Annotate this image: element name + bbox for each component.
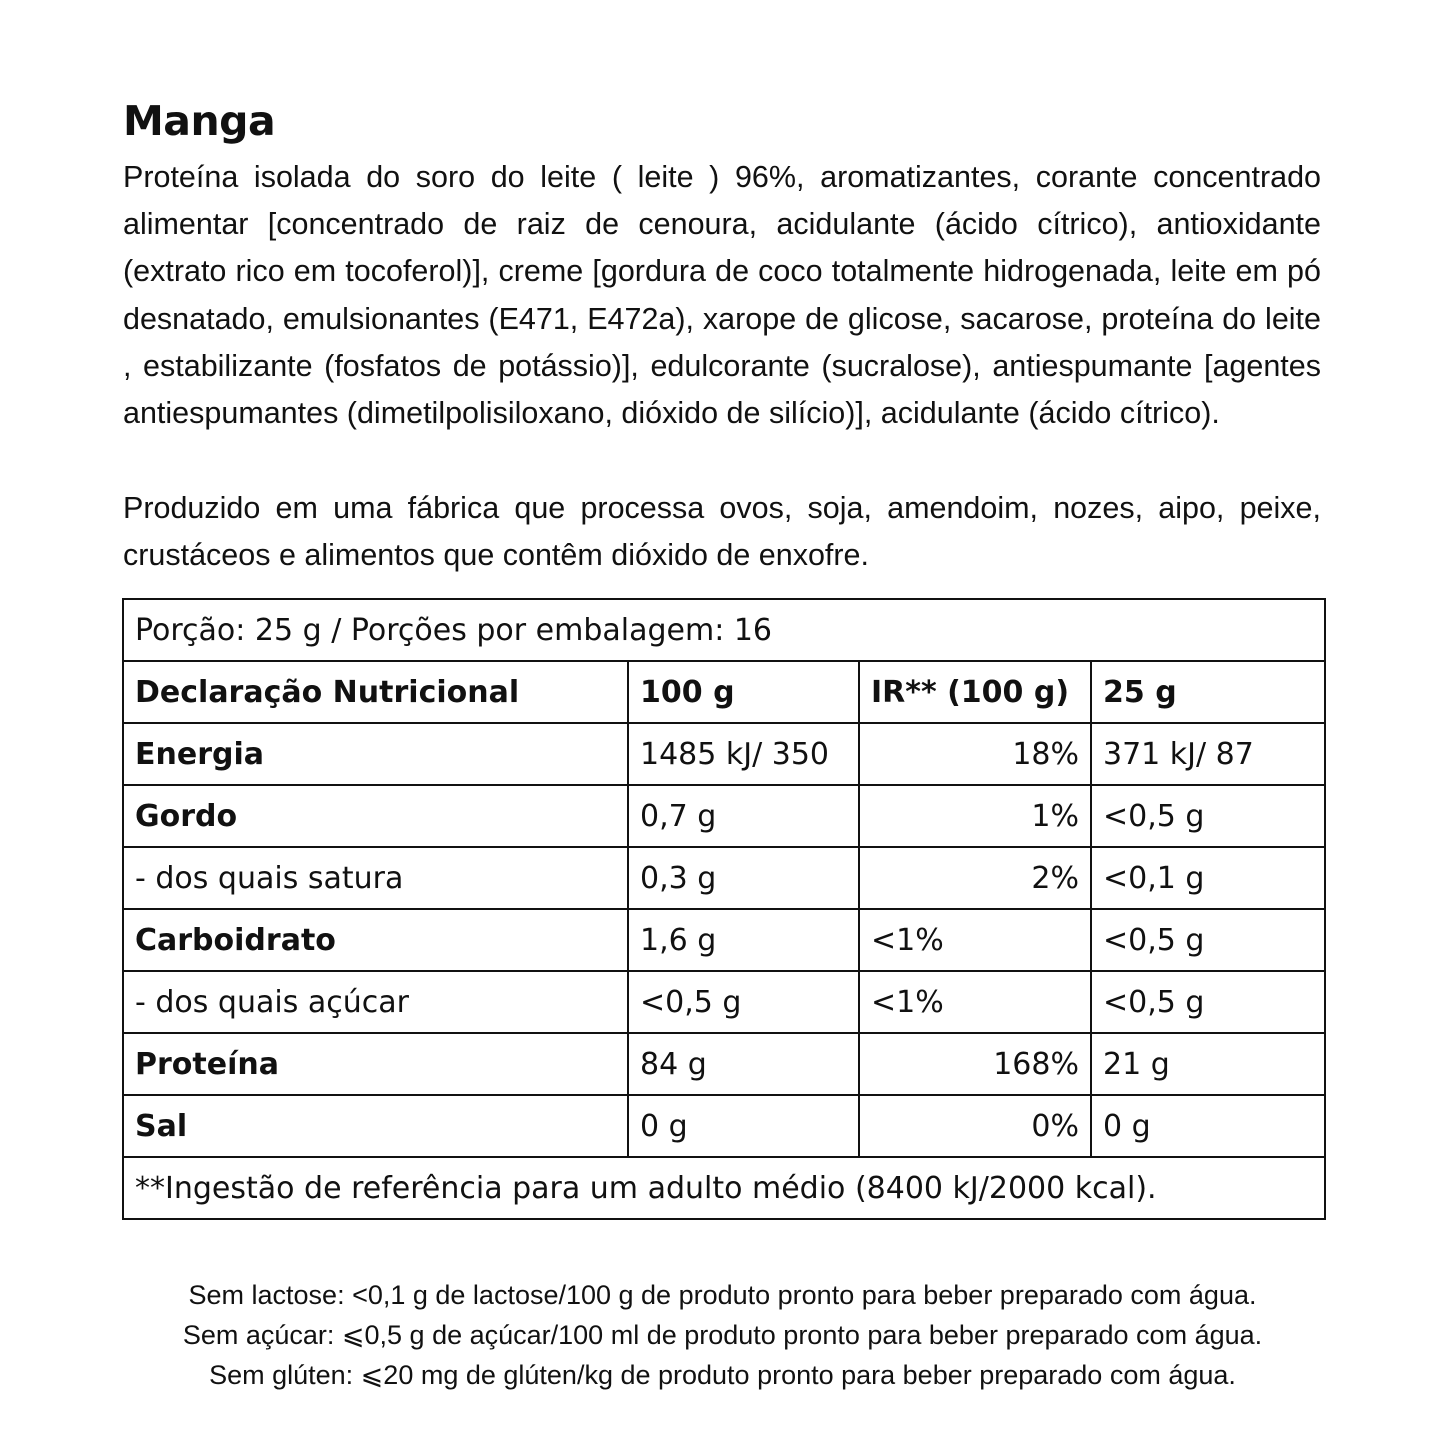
table-row <box>123 971 1325 1033</box>
nutrient-name: - dos quais açúcar <box>123 971 628 1033</box>
nutrition-table <box>122 598 1326 1220</box>
value-per-100g: 1,6 g <box>628 909 859 971</box>
product-title: Manga <box>123 97 276 145</box>
value-per-25g: <0,5 g <box>1091 909 1325 971</box>
header-reference-intake: IR** (100 g) <box>859 661 1091 723</box>
value-per-100g: 0,7 g <box>628 785 859 847</box>
footnote-row <box>123 1157 1325 1219</box>
header-per-100g: 100 g <box>628 661 859 723</box>
table-row <box>123 847 1325 909</box>
portion-info: Porção: 25 g / Porções por embalagem: 16 <box>123 599 1325 661</box>
value-per-100g: 0,3 g <box>628 847 859 909</box>
value-per-25g: 371 kJ/ 87 <box>1091 723 1325 785</box>
table-row <box>123 1095 1325 1157</box>
value-reference-intake: <1% <box>859 971 1091 1033</box>
reference-intake-footnote: **Ingestão de referência para um adulto médio (8400 kJ/2000 kcal). <box>123 1157 1325 1219</box>
nutrient-name: Gordo <box>123 785 628 847</box>
value-reference-intake: <1% <box>859 909 1091 971</box>
table-row <box>123 909 1325 971</box>
nutrient-name: - dos quais satura <box>123 847 628 909</box>
portion-row <box>123 599 1325 661</box>
table-row <box>123 723 1325 785</box>
value-per-100g: 84 g <box>628 1033 859 1095</box>
header-per-25g: 25 g <box>1091 661 1325 723</box>
nutrient-name: Sal <box>123 1095 628 1157</box>
value-per-25g: <0,5 g <box>1091 785 1325 847</box>
nutrient-name: Energia <box>123 723 628 785</box>
table-row <box>123 785 1325 847</box>
header-declaration: Declaração Nutricional <box>123 661 628 723</box>
value-reference-intake: 168% <box>859 1033 1091 1095</box>
value-reference-intake: 0% <box>859 1095 1091 1157</box>
allergen-statement: Produzido em uma fábrica que processa ovos, soja, amendoim, nozes, aipo, peixe, crustáceos e alimentos que contêm dióxido de enxofre. <box>123 491 1321 573</box>
sugar-free-note: Sem açúcar: ⩽0,5 g de açúcar/100 ml de produto pronto para beber preparado com água. <box>182 1320 1263 1350</box>
value-per-25g: 21 g <box>1091 1033 1325 1095</box>
ingredients-text: Proteína isolada do soro do leite ( leite ) 96%, aromatizantes, corante concentrado alimentar [concentrado de raiz de cenoura, acidulante (ácido cítrico), antioxidante (extrato rico em tocoferol)], creme [gordura de coco totalmente hidrogenada, leite em pó desnatado, emulsionantes (E471, E472a), xarope de glicose, sacarose, proteína do leite , estabilizante (fosfatos de potássio)], edulcorante (sucralose), antiespumante [agentes antiespumantes (dimetilpolisiloxano, dióxido de silício)], acidulante (ácido cítrico). <box>123 160 1321 431</box>
value-reference-intake: 2% <box>859 847 1091 909</box>
value-reference-intake: 18% <box>859 723 1091 785</box>
nutrient-name: Carboidrato <box>123 909 628 971</box>
value-per-25g: <0,1 g <box>1091 847 1325 909</box>
value-per-25g: <0,5 g <box>1091 971 1325 1033</box>
lactose-free-note: Sem lactose: <0,1 g de lactose/100 g de produto pronto para beber preparado com água. <box>188 1280 1257 1310</box>
value-per-100g: 0 g <box>628 1095 859 1157</box>
value-per-100g: 1485 kJ/ 350 <box>628 723 859 785</box>
gluten-free-note: Sem glúten: ⩽20 mg de glúten/kg de produto pronto para beber preparado com água. <box>209 1360 1236 1390</box>
table-row <box>123 1033 1325 1095</box>
header-row <box>123 661 1325 723</box>
value-per-100g: <0,5 g <box>628 971 859 1033</box>
value-per-25g: 0 g <box>1091 1095 1325 1157</box>
value-reference-intake: 1% <box>859 785 1091 847</box>
nutrient-name: Proteína <box>123 1033 628 1095</box>
dietary-notes <box>0 1275 1445 1395</box>
